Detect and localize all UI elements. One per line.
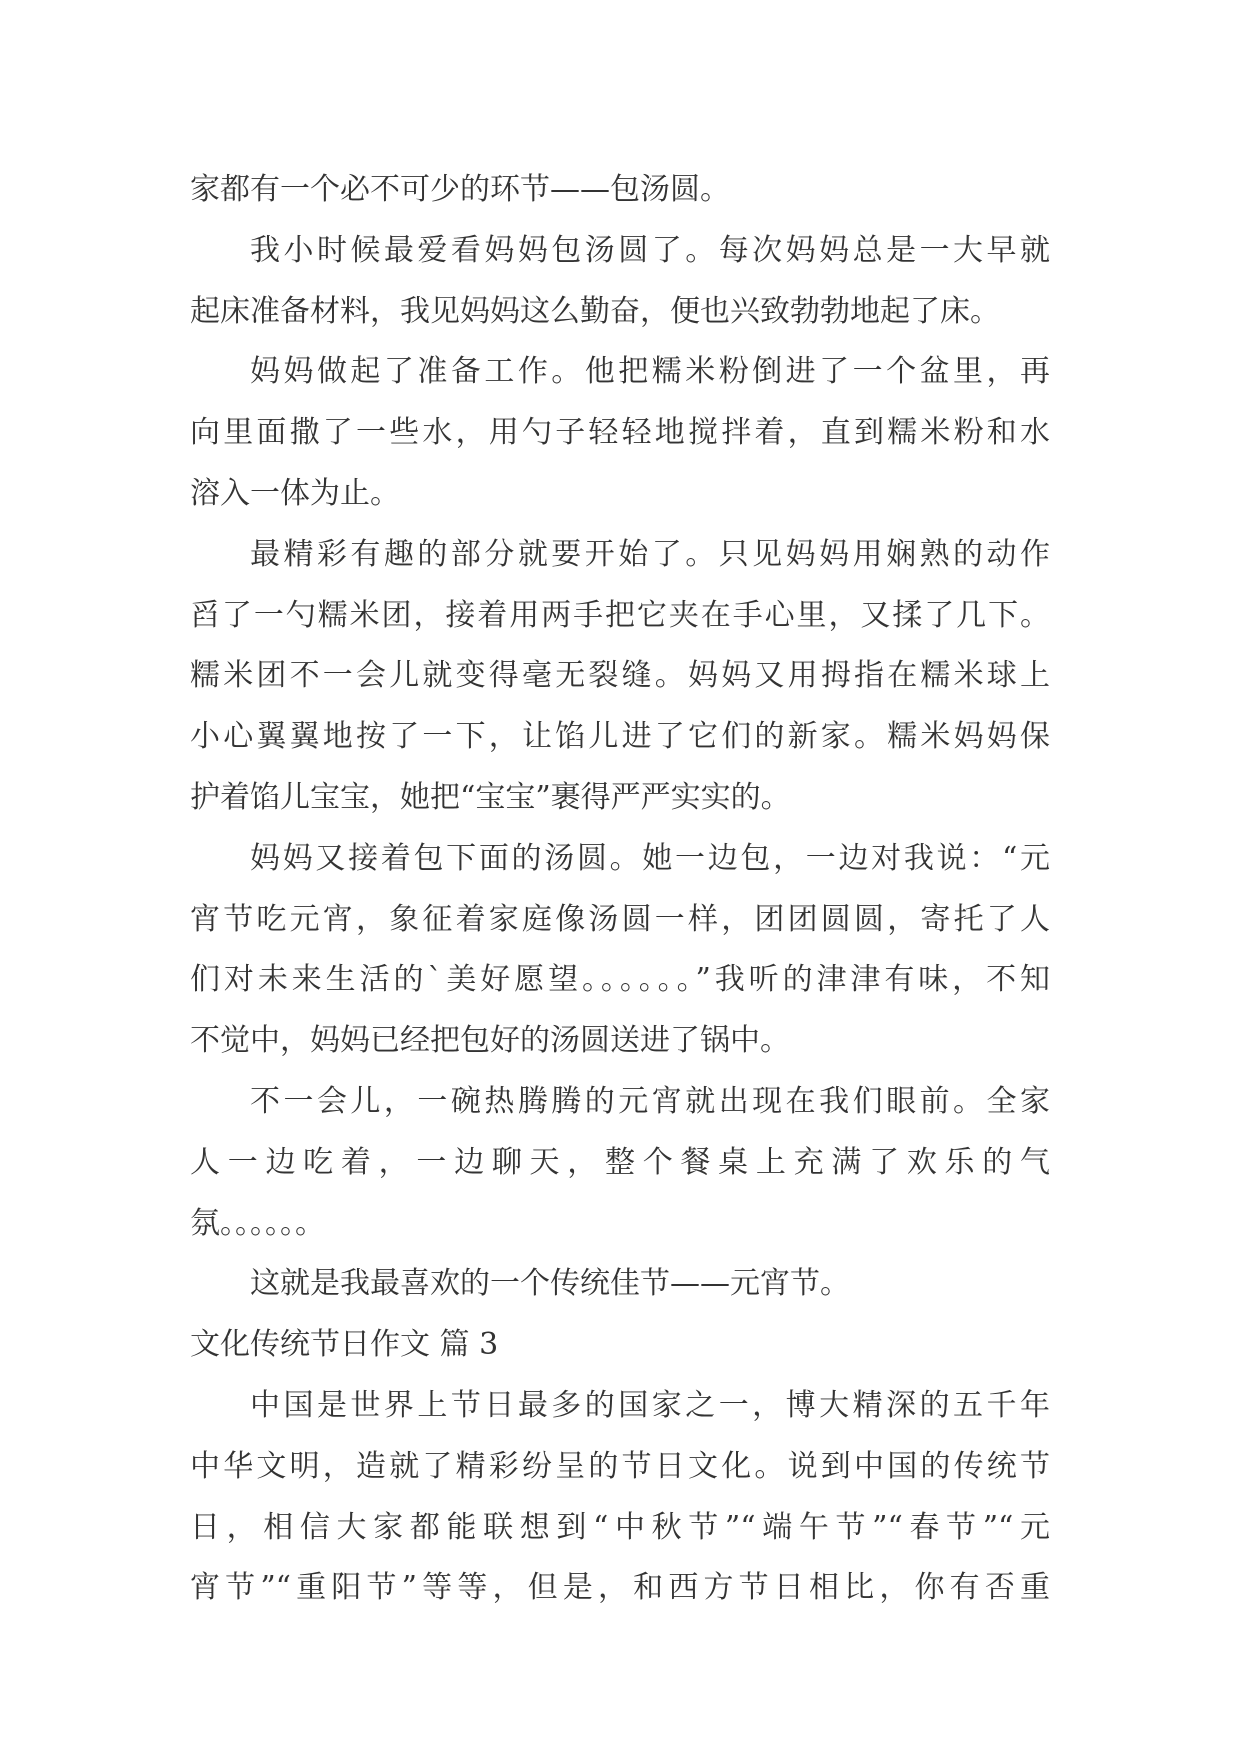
text-line: 不一会儿，一碗热腾腾的元宵就出现在我们眼前。全家 [250,1083,1050,1119]
text-line: 糯米团不一会儿就变得毫无裂缝。妈妈又用拇指在糯米球上 [190,658,1050,694]
text-line: 中国是世界上节日最多的国家之一，博大精深的五千年 [250,1387,1050,1423]
text-line: 这就是我最喜欢的一个传统佳节——元宵节。 [250,1266,850,1302]
text-line: 小心翼翼地按了一下，让馅儿进了它们的新家。糯米妈妈保 [190,719,1050,755]
text-line: 宵节”“重阳节”等等，但是，和西方节日相比，你有否重 [190,1570,1050,1606]
text-line: 最精彩有趣的部分就要开始了。只见妈妈用娴熟的动作 [250,536,1050,572]
text-line: 我小时候最爱看妈妈包汤圆了。每次妈妈总是一大早就 [250,232,1050,268]
text-line: 妈妈又接着包下面的汤圆。她一边包，一边对我说：“元 [250,840,1050,876]
text-line: 们对未来生活的`美好愿望。。。。。。”我听的津津有味，不知 [190,962,1050,998]
text-line: 起床准备材料，我见妈妈这么勤奋，便也兴致勃勃地起了床。 [190,293,1000,329]
text-line: 溶入一体为止。 [190,475,400,511]
section-heading: 文化传统节日作文 篇 3 [190,1327,499,1363]
text-line: 护着馅儿宝宝，她把“宝宝”裹得严严实实的。 [190,779,791,815]
text-line: 妈妈做起了准备工作。他把糯米粉倒进了一个盆里，再 [250,354,1050,390]
text-line: 日，相信大家都能联想到“中秋节”“端午节”“春节”“元 [190,1509,1050,1545]
text-line: 人一边吃着，一边聊天，整个餐桌上充满了欢乐的气 [190,1144,1050,1180]
text-line: 家都有一个必不可少的环节——包汤圆。 [190,172,730,207]
text-line: 舀了一勺糯米团，接着用两手把它夹在手心里，又揉了几下。 [190,597,1050,633]
text-line: 宵节吃元宵，象征着家庭像汤圆一样，团团圆圆，寄托了人 [190,901,1050,937]
document-body [190,160,1050,1619]
text-line: 不觉中，妈妈已经把包好的汤圆送进了锅中。 [190,1023,790,1059]
text-line: 中华文明，造就了精彩纷呈的节日文化。说到中国的传统节 [190,1448,1050,1484]
text-line: 向里面撒了一些水，用勺子轻轻地搅拌着，直到糯米粉和水 [190,415,1050,451]
text-line: 氛。。。。。。 [190,1205,325,1241]
